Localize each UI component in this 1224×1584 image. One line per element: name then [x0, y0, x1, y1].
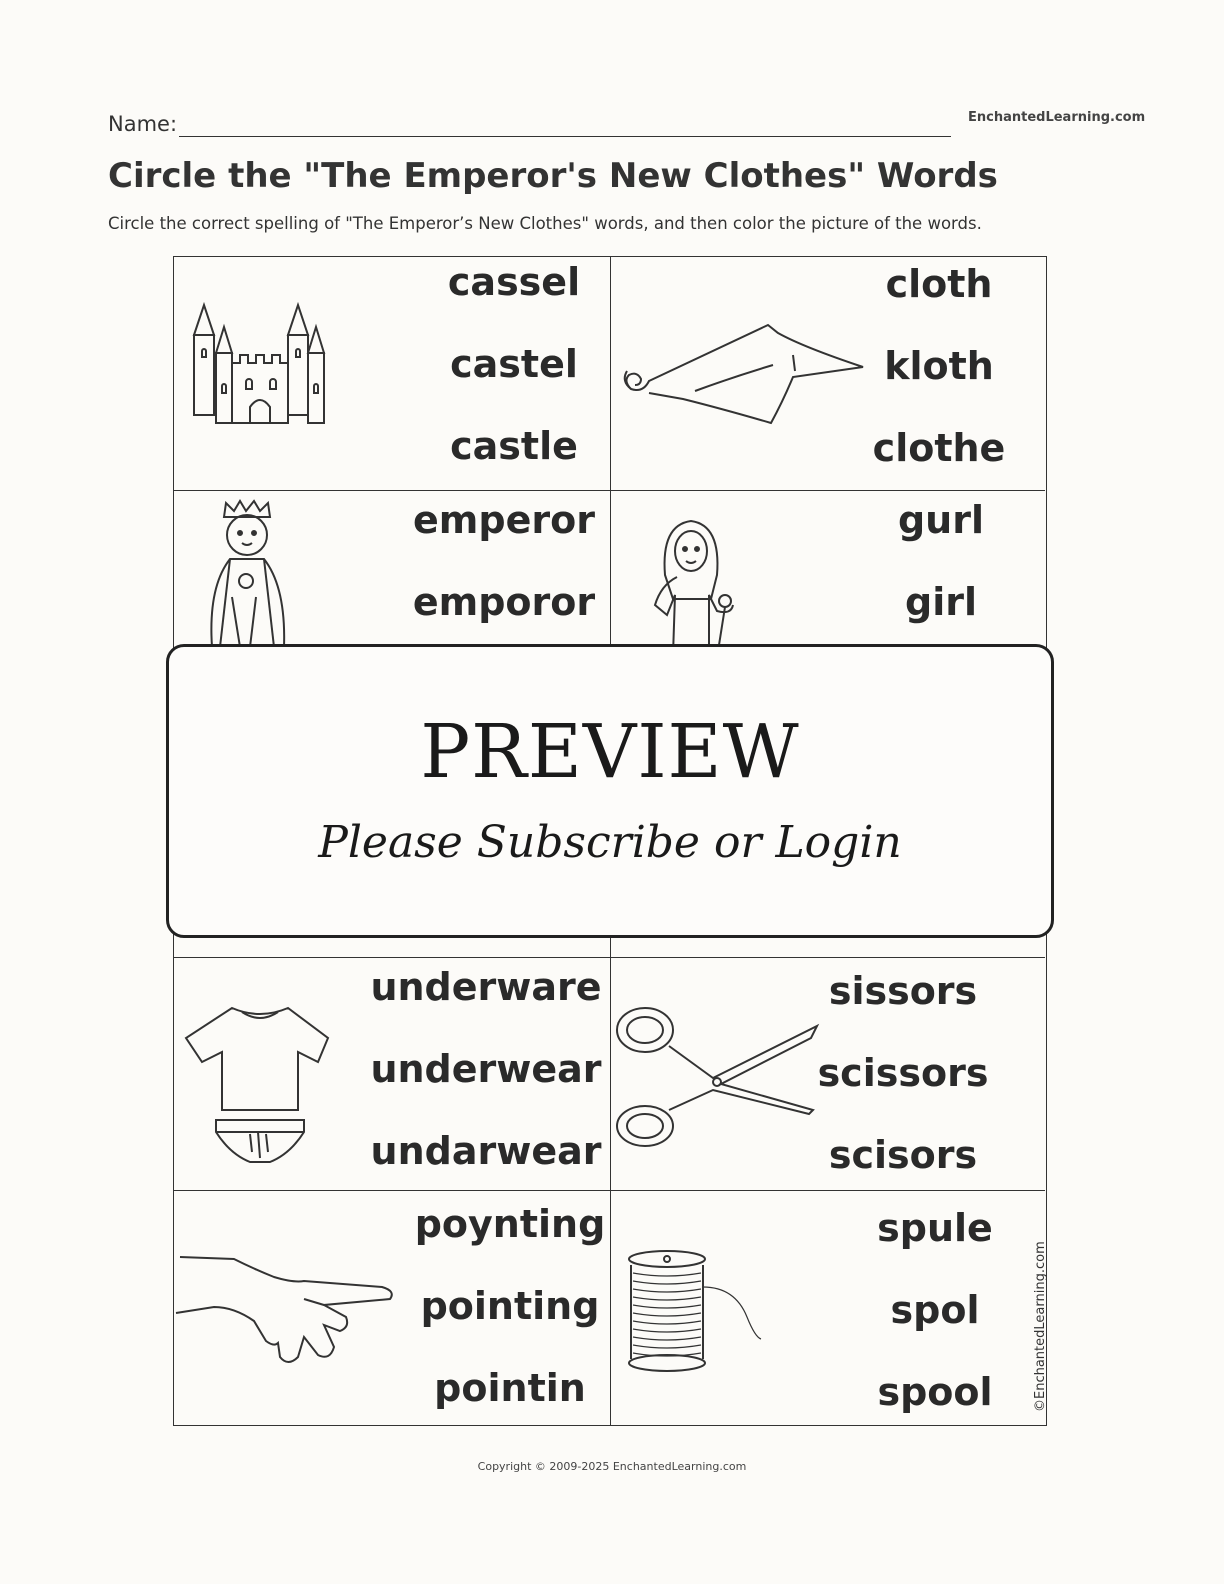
- girl-icon: [641, 515, 751, 665]
- word-option[interactable]: poynting: [414, 1202, 606, 1247]
- word-option[interactable]: castle: [450, 424, 578, 468]
- overlay-subtitle[interactable]: Please Subscribe or Login: [318, 817, 902, 868]
- word-option[interactable]: kloth: [884, 344, 994, 388]
- overlay-title: PREVIEW: [420, 709, 800, 795]
- word-option[interactable]: underwear: [370, 1046, 602, 1091]
- word-option[interactable]: underware: [370, 964, 602, 1009]
- cell-underwear: [174, 958, 611, 1192]
- word-option[interactable]: cassel: [447, 260, 581, 304]
- pointing-hand-icon: [174, 1247, 404, 1377]
- word-option[interactable]: pointing: [420, 1284, 600, 1329]
- cell-pointing: [174, 1191, 611, 1425]
- word-option[interactable]: scissors: [817, 1050, 989, 1095]
- cloth-icon: [613, 319, 873, 439]
- word-option[interactable]: scisors: [828, 1132, 978, 1177]
- word-option[interactable]: cloth: [885, 262, 993, 306]
- footer-copyright: Copyright © 2009-2025 EnchantedLearning.com: [477, 1460, 747, 1473]
- page-title: Circle the "The Emperor's New Clothes" Words: [108, 156, 998, 196]
- word-option[interactable]: sissors: [828, 968, 978, 1013]
- vertical-copyright: ©EnchantedLearning.com: [1033, 1241, 1048, 1412]
- word-option[interactable]: emporor: [412, 579, 596, 624]
- shirt-underwear-icon: [180, 1002, 340, 1172]
- preview-overlay[interactable]: [166, 644, 1054, 938]
- word-option[interactable]: emperor: [413, 497, 595, 542]
- cell-scissors: [611, 958, 1045, 1192]
- word-option[interactable]: castel: [450, 342, 578, 386]
- site-mark: EnchantedLearning.com: [968, 110, 1146, 125]
- word-option[interactable]: spool: [877, 1370, 993, 1415]
- word-option[interactable]: girl: [905, 579, 977, 624]
- instructions: Circle the correct spelling of "The Emperor’s New Clothes" words, and then color the picture of the words.: [108, 214, 982, 233]
- cell-cloth: [611, 257, 1045, 491]
- word-option[interactable]: spule: [877, 1206, 993, 1251]
- scissors-icon: [613, 1000, 833, 1150]
- word-option[interactable]: spol: [890, 1288, 980, 1333]
- emperor-icon: [190, 497, 300, 647]
- spool-icon: [625, 1247, 785, 1377]
- word-option[interactable]: pointin: [434, 1366, 586, 1411]
- cell-castle: [174, 257, 611, 491]
- word-option[interactable]: clothe: [872, 426, 1006, 470]
- word-option[interactable]: undarwear: [370, 1128, 602, 1173]
- name-line: [179, 136, 951, 137]
- word-option[interactable]: gurl: [897, 497, 985, 542]
- name-label: Name:: [108, 112, 178, 136]
- cell-spool: [611, 1191, 1045, 1425]
- castle-icon: [188, 297, 338, 437]
